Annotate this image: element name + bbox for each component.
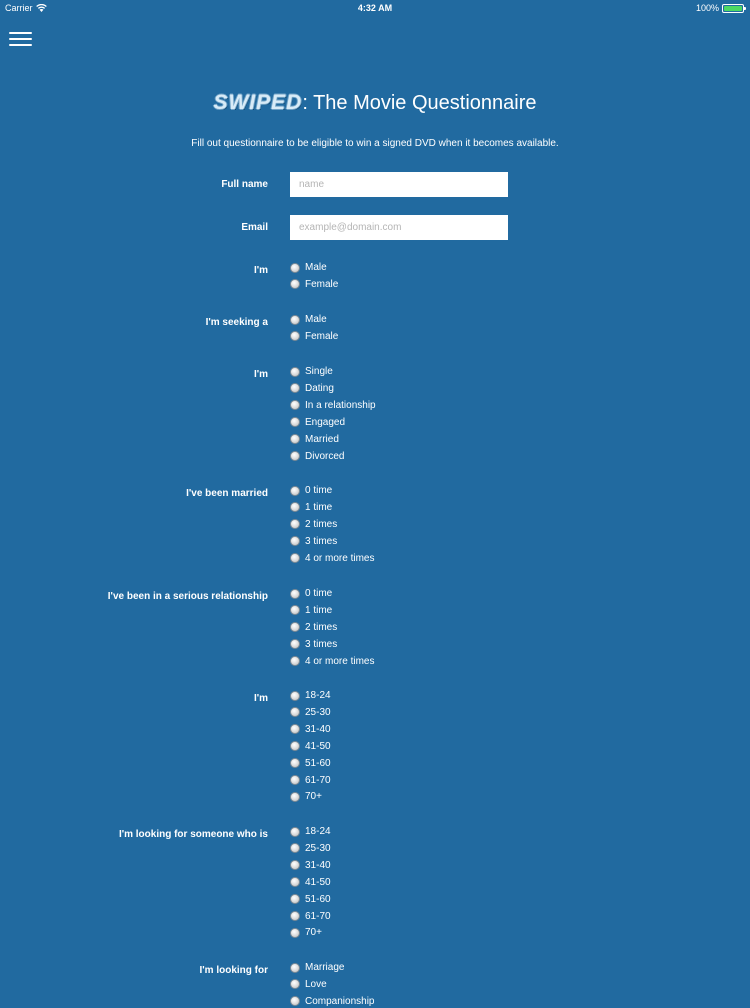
- option-label: 51-60: [305, 757, 331, 769]
- status-time: 4:32 AM: [357, 3, 393, 13]
- option-1-time[interactable]: [290, 604, 332, 617]
- radio-button[interactable]: [290, 996, 300, 1006]
- radio-button[interactable]: [290, 979, 300, 989]
- radio-button[interactable]: [290, 589, 300, 599]
- option-companionship[interactable]: [290, 995, 375, 1008]
- option-18-24[interactable]: [290, 825, 331, 838]
- option-0-time[interactable]: [290, 484, 332, 497]
- option-1-time[interactable]: [290, 501, 332, 514]
- option-2-times[interactable]: [290, 621, 337, 634]
- option-31-40[interactable]: [290, 859, 331, 872]
- full-name-label: Full name: [221, 179, 268, 190]
- radio-button[interactable]: [290, 843, 300, 853]
- option-label: 4 or more times: [305, 655, 375, 667]
- option-male[interactable]: [290, 313, 327, 326]
- radio-button[interactable]: [290, 860, 300, 870]
- option-label: Female: [305, 330, 339, 342]
- radio-button[interactable]: [290, 279, 300, 289]
- option-label: 3 times: [305, 638, 338, 650]
- option-label: Love: [305, 978, 327, 990]
- radio-button[interactable]: [290, 639, 300, 649]
- option-25-30[interactable]: [290, 842, 331, 855]
- option-label: 25-30: [305, 706, 331, 718]
- radio-button[interactable]: [290, 928, 300, 938]
- option-love[interactable]: [290, 978, 327, 991]
- radio-button[interactable]: [290, 536, 300, 546]
- option-3-times[interactable]: [290, 535, 337, 548]
- question-label: I'm seeking a: [205, 317, 268, 328]
- radio-button[interactable]: [290, 331, 300, 341]
- option-label: Single: [305, 366, 333, 377]
- radio-button[interactable]: [290, 724, 300, 734]
- option-41-50[interactable]: [290, 876, 331, 889]
- option-label: Divorced: [305, 450, 345, 462]
- radio-button[interactable]: [290, 502, 300, 512]
- radio-button[interactable]: [290, 417, 300, 427]
- radio-button[interactable]: [290, 963, 300, 973]
- radio-button[interactable]: [290, 434, 300, 444]
- option-female[interactable]: [290, 330, 338, 343]
- option-label: Companionship: [305, 995, 375, 1007]
- radio-button[interactable]: [290, 367, 300, 377]
- option-label: Marriage: [305, 962, 345, 973]
- option-label: 31-40: [305, 859, 331, 871]
- option-label: In a relationship: [305, 399, 376, 411]
- option-male[interactable]: [290, 261, 327, 274]
- option-label: Married: [305, 433, 339, 445]
- option-0-time[interactable]: [290, 587, 332, 600]
- option-label: 51-60: [305, 893, 331, 905]
- radio-button[interactable]: [290, 315, 300, 325]
- option-70[interactable]: [290, 790, 322, 803]
- option-label: 1 time: [305, 501, 333, 513]
- question-label: I'm: [253, 369, 268, 380]
- option-label: Male: [305, 262, 327, 273]
- option-label: 41-50: [305, 740, 331, 752]
- carrier-label: Carrier: [5, 3, 33, 13]
- swiped-logo: SWIPED: [213, 91, 303, 114]
- intro-text: Fill out questionnaire to be eligible to win a signed DVD when it becomes available.: [191, 138, 559, 149]
- page-title-text: : The Movie Questionnaire: [302, 92, 537, 114]
- page-title: [0, 89, 750, 117]
- option-engaged[interactable]: [290, 416, 345, 429]
- radio-button[interactable]: [290, 775, 300, 785]
- option-label: Female: [305, 278, 339, 290]
- option-label: 2 times: [305, 518, 338, 530]
- option-dating[interactable]: [290, 382, 334, 395]
- full-name-input[interactable]: [290, 172, 508, 197]
- menu-icon: [9, 32, 32, 34]
- status-bar: [0, 0, 750, 16]
- option-label: 61-70: [305, 774, 331, 786]
- email-label: Email: [241, 222, 268, 233]
- option-label: 31-40: [305, 723, 331, 735]
- question-label: I'm: [253, 265, 268, 276]
- email-input[interactable]: [290, 215, 508, 240]
- option-61-70[interactable]: [290, 774, 331, 787]
- option-label: 41-50: [305, 876, 331, 888]
- radio-button[interactable]: [290, 486, 300, 496]
- option-label: 3 times: [305, 535, 338, 547]
- question-label: I've been married: [186, 488, 268, 499]
- option-label: Dating: [305, 382, 334, 394]
- radio-button[interactable]: [290, 911, 300, 921]
- option-51-60[interactable]: [290, 893, 331, 906]
- option-label: 2 times: [305, 621, 338, 633]
- option-4-or-more-times[interactable]: [290, 552, 374, 565]
- radio-button[interactable]: [290, 656, 300, 666]
- option-label: 0 time: [305, 485, 333, 496]
- question-label: I'm looking for someone who is: [118, 829, 268, 840]
- radio-button[interactable]: [290, 691, 300, 701]
- option-label: Engaged: [305, 416, 346, 428]
- option-31-40[interactable]: [290, 723, 331, 736]
- radio-button[interactable]: [290, 519, 300, 529]
- radio-button[interactable]: [290, 758, 300, 768]
- option-61-70[interactable]: [290, 910, 331, 923]
- radio-button[interactable]: [290, 741, 300, 751]
- battery-percent: 100%: [695, 3, 719, 13]
- option-label: 4 or more times: [305, 552, 375, 564]
- radio-button[interactable]: [290, 622, 300, 632]
- radio-button[interactable]: [290, 792, 300, 802]
- option-label: 25-30: [305, 842, 331, 854]
- question-label: I'm looking for: [199, 965, 268, 976]
- option-25-30[interactable]: [290, 706, 331, 719]
- radio-button[interactable]: [290, 894, 300, 904]
- option-single[interactable]: [290, 365, 333, 378]
- battery-indicator: [696, 3, 744, 13]
- option-41-50[interactable]: [290, 740, 331, 753]
- radio-button[interactable]: [290, 827, 300, 837]
- option-married[interactable]: [290, 433, 339, 446]
- hamburger-menu-button[interactable]: [9, 30, 32, 47]
- radio-button[interactable]: [290, 707, 300, 717]
- option-18-24[interactable]: [290, 689, 331, 702]
- option-label: 18-24: [305, 690, 331, 701]
- option-label: 70+: [305, 791, 322, 803]
- option-label: 0 time: [305, 588, 333, 599]
- radio-button[interactable]: [290, 400, 300, 410]
- radio-button[interactable]: [290, 383, 300, 393]
- option-label: 61-70: [305, 910, 331, 922]
- radio-button[interactable]: [290, 451, 300, 461]
- option-70[interactable]: [290, 926, 322, 939]
- question-label: I'm: [253, 693, 268, 704]
- option-3-times[interactable]: [290, 638, 337, 651]
- option-divorced[interactable]: [290, 450, 344, 463]
- option-label: 1 time: [305, 604, 333, 616]
- option-51-60[interactable]: [290, 757, 331, 770]
- radio-button[interactable]: [290, 877, 300, 887]
- option-2-times[interactable]: [290, 518, 337, 531]
- option-in-a-relationship[interactable]: [290, 399, 376, 412]
- option-label: 18-24: [305, 826, 331, 837]
- option-label: Male: [305, 314, 327, 325]
- option-marriage[interactable]: [290, 961, 344, 974]
- radio-button[interactable]: [290, 553, 300, 563]
- option-4-or-more-times[interactable]: [290, 655, 374, 668]
- option-label: 70+: [305, 927, 322, 939]
- radio-button[interactable]: [290, 263, 300, 273]
- battery-icon: [722, 4, 744, 13]
- question-label: I've been in a serious relationship: [107, 591, 268, 602]
- option-female[interactable]: [290, 278, 338, 291]
- radio-button[interactable]: [290, 605, 300, 615]
